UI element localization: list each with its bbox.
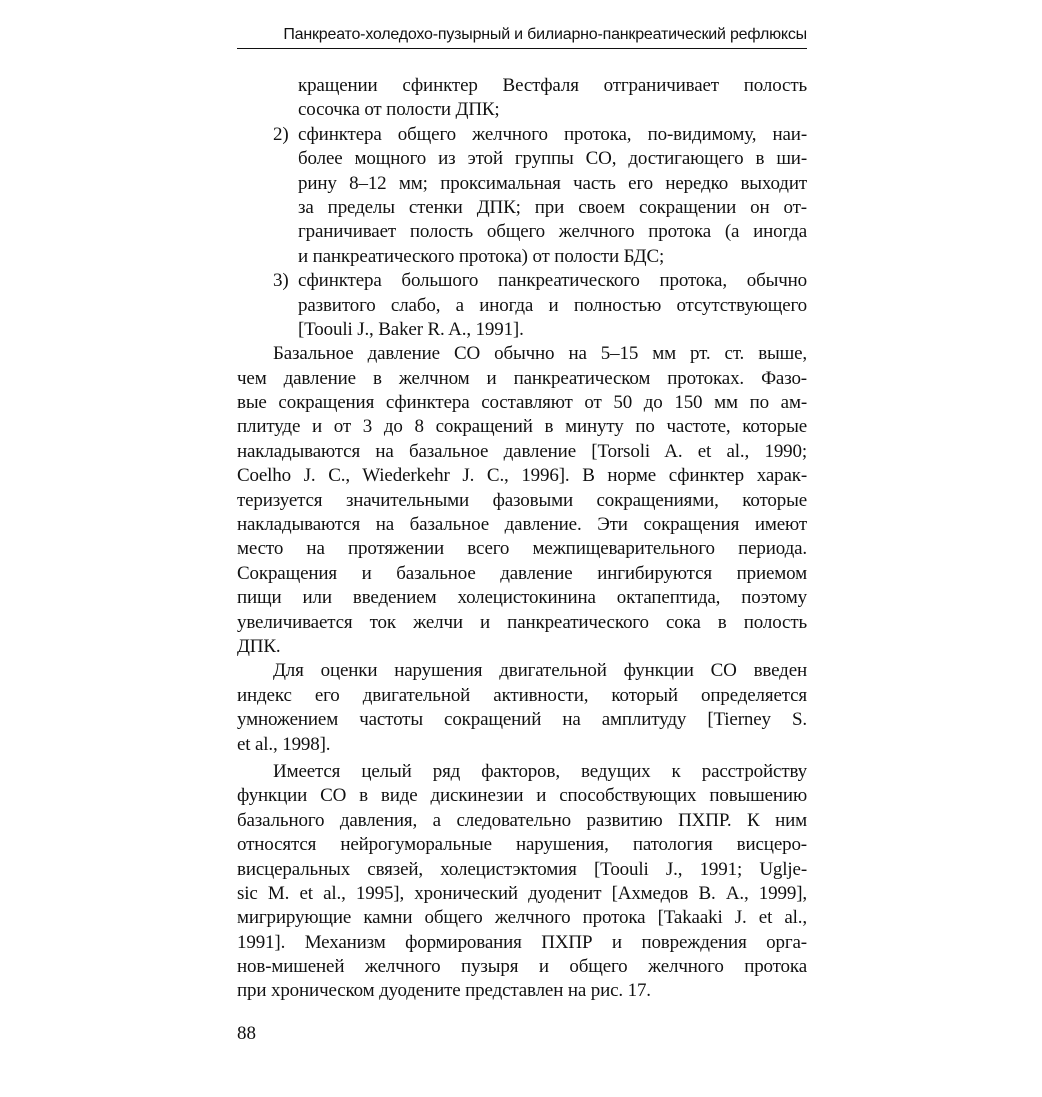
text-line: при хроническом дуодените представлен на рис. 17.	[237, 980, 651, 1002]
text-line: место на протяжении всего межпищеварительного периода.	[237, 538, 807, 560]
text-line: сосочка от полости ДПК;	[298, 99, 500, 121]
list-number: 3)	[273, 270, 289, 292]
list-line-text: сфинктера большого панкреатического протока, обычно	[298, 270, 807, 292]
text-line: индекс его двигательной активности, который определяется	[237, 684, 807, 706]
text-line: умножением частоты сокращений на амплитуду [Tierney S.	[237, 709, 807, 731]
text-line: более мощного из этой группы СО, достигающего в ши-	[298, 148, 807, 170]
text-line: функции СО в виде дискинезии и способствующих повышению	[237, 785, 807, 807]
text-line: вые сокращения сфинктера составляют от 50 до 150 мм по ам-	[237, 392, 807, 414]
text-line: плитуде и от 3 до 8 сокращений в минуту по частоте, которые	[237, 416, 807, 438]
text-line: и панкреатического протока) от полости БДС;	[298, 245, 665, 267]
paragraph	[237, 760, 807, 1004]
text-line	[237, 123, 807, 147]
text-line: нов-мишеней желчного пузыря и общего желчного протока	[237, 956, 807, 978]
text-line: [Toouli J., Baker R. A., 1991].	[298, 318, 524, 340]
text-line: граничивает полость общего желчного протока (а иногда	[298, 221, 807, 243]
text-line	[237, 269, 807, 293]
text-line: относятся нейрогуморальные нарушения, патология висцеро-	[237, 834, 807, 856]
text-line: пищи или введением холецистокинина октапептида, поэтому	[237, 587, 807, 609]
text-line: ДПК.	[237, 635, 281, 657]
text-line: Сокращения и базальное давление ингибируются приемом	[237, 562, 807, 584]
text-line: Для оценки нарушения двигательной функции СО введен	[273, 660, 807, 682]
text-line: базального давления, а следовательно развитию ПХПР. К ним	[237, 809, 807, 831]
text-line: за пределы стенки ДПК; при своем сокращении он от-	[298, 196, 807, 218]
text-line: Базальное давление СО обычно на 5–15 мм рт. ст. выше,	[273, 343, 807, 365]
list-line-text: сфинктера общего желчного протока, по-видимому, наи-	[298, 123, 807, 145]
list-item-2	[237, 123, 807, 269]
page-number: 88	[237, 1023, 256, 1044]
text-line: увеличивается ток желчи и панкреатического сока в полость	[237, 611, 807, 633]
page-body	[237, 74, 807, 1004]
text-line: кращении сфинктер Вестфаля отграничивает полость	[298, 75, 807, 96]
list-number: 2)	[273, 123, 289, 145]
text-line: Имеется целый ряд факторов, ведущих к расстройству	[273, 760, 807, 782]
text-line: 1991]. Механизм формирования ПХПР и повреждения орга-	[237, 931, 807, 953]
paragraph	[237, 659, 807, 757]
header-rule	[237, 48, 807, 49]
text-line: рину 8–12 мм; проксимальная часть его нередко выходит	[298, 172, 807, 194]
text-line: чем давление в желчном и панкреатическом протоках. Фазо-	[237, 367, 807, 389]
text-line: накладываются на базальное давление. Эти сокращения имеют	[237, 514, 807, 536]
text-line: мигрирующие камни общего желчного протока [Takaaki J. et al.,	[237, 907, 807, 929]
list-item-1-continuation	[237, 74, 807, 123]
text-line: Coelho J. C., Wiederkehr J. C., 1996]. В норме сфинктер харак-	[237, 465, 807, 487]
text-line: развитого слабо, а иногда и полностью отсутствующего	[298, 294, 807, 316]
text-line: висцеральных связей, холецистэктомия [Toouli J., 1991; Uglje-	[237, 858, 807, 880]
text-line: накладываются на базальное давление [Torsoli A. et al., 1990;	[237, 440, 807, 462]
text-line: et al., 1998].	[237, 733, 331, 755]
list-item-3	[237, 269, 807, 342]
text-line: теризуется значительными фазовыми сокращениями, которые	[237, 489, 807, 511]
running-head: Панкреато-холедохо-пузырный и билиарно-панкреатический рефлюксы	[283, 26, 807, 43]
text-line: sic M. et al., 1995], хронический дуоденит [Ахмедов В. А., 1999],	[237, 882, 807, 904]
paragraph	[237, 342, 807, 659]
